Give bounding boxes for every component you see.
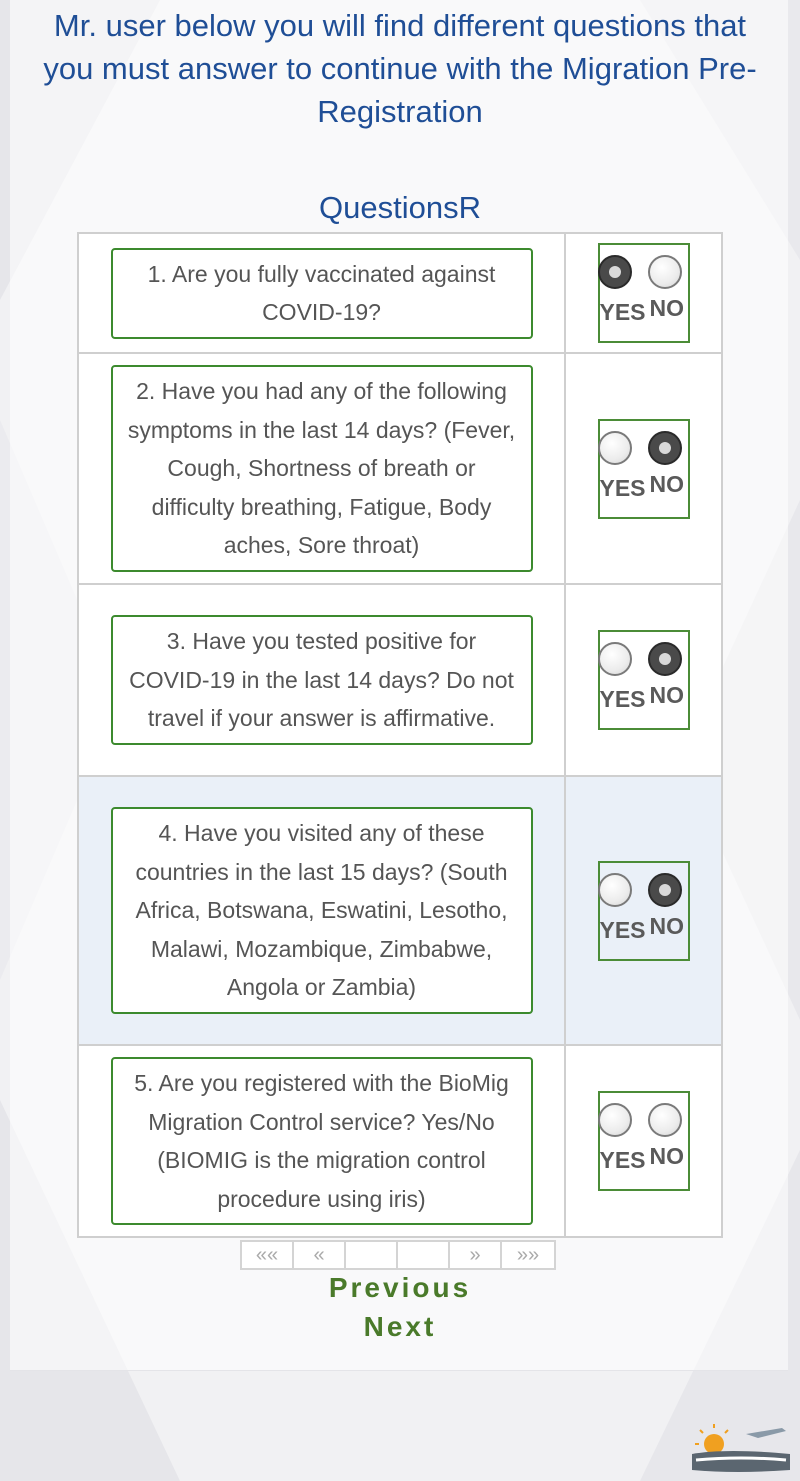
question-row xyxy=(79,585,721,777)
answer-radio-group xyxy=(598,243,690,343)
question-cell xyxy=(79,777,566,1044)
radio-yes[interactable] xyxy=(598,255,632,289)
yes-label: YES xyxy=(599,1147,646,1173)
page-button[interactable] xyxy=(346,1242,398,1268)
page-button[interactable] xyxy=(398,1242,450,1268)
question-cell xyxy=(79,234,566,352)
question-text: 3. Have you tested positive for COVID-19 in the last 14 days? Do not travel if your answer is affirmative. xyxy=(111,615,533,745)
answer-cell xyxy=(566,585,721,775)
question-row xyxy=(79,234,721,354)
yes-label: YES xyxy=(599,299,646,325)
questions-table xyxy=(77,232,723,1238)
radio-yes[interactable] xyxy=(598,642,632,676)
answer-cell xyxy=(566,354,721,583)
question-text: 5. Are you registered with the BioMig Migration Control service? Yes/No (BIOMIG is the migration control procedure using iris) xyxy=(111,1057,533,1225)
radio-no[interactable] xyxy=(648,431,682,465)
page-heading: Mr. user below you will find different questions that you must answer to continue with the Migration Pre-Registration xyxy=(43,8,757,129)
radio-no[interactable] xyxy=(648,255,682,289)
radio-no[interactable] xyxy=(648,873,682,907)
yes-label: YES xyxy=(599,474,646,501)
next-link[interactable]: Next xyxy=(363,1311,437,1342)
question-text: 2. Have you had any of the following symptoms in the last 14 days? (Fever, Cough, Shortness of breath or difficulty breathing, Fatigue, Body aches, Sore throat) xyxy=(111,365,533,572)
last-page-button[interactable]: »» xyxy=(516,1243,540,1266)
radio-yes[interactable] xyxy=(598,1103,632,1137)
radio-no[interactable] xyxy=(648,642,682,676)
question-cell xyxy=(79,585,566,775)
question-row xyxy=(79,354,721,585)
first-page-button[interactable]: «« xyxy=(242,1242,294,1268)
answer-cell xyxy=(566,1046,721,1236)
answer-radio-group xyxy=(598,861,690,961)
yes-label: YES xyxy=(599,916,646,943)
radio-no[interactable] xyxy=(648,1103,682,1137)
answer-cell xyxy=(566,777,721,1044)
radio-yes[interactable] xyxy=(598,873,632,907)
no-label: NO xyxy=(649,912,684,939)
prev-page-button[interactable]: « xyxy=(294,1242,346,1268)
answer-radio-group xyxy=(598,419,690,519)
question-text: 4. Have you visited any of these countries in the last 15 days? (South Africa, Botswana, Eswatini, Lesotho, Malawi, Mozambique, Zimbabwe, Angola or Zambia) xyxy=(111,807,533,1014)
no-label: NO xyxy=(649,1143,684,1169)
question-cell xyxy=(79,1046,566,1236)
pagination xyxy=(240,1240,556,1270)
watermark-logo xyxy=(686,1420,796,1476)
previous-link[interactable]: Previous xyxy=(328,1272,472,1303)
no-label: NO xyxy=(649,682,684,708)
answer-radio-group xyxy=(598,1091,690,1191)
radio-yes[interactable] xyxy=(598,431,632,465)
answer-radio-group xyxy=(598,630,690,730)
next-page-button[interactable]: » xyxy=(450,1242,502,1268)
section-title: QuestionsR xyxy=(319,190,481,225)
answer-cell xyxy=(566,234,721,352)
no-label: NO xyxy=(649,295,684,321)
yes-label: YES xyxy=(599,686,646,712)
no-label: NO xyxy=(649,470,684,497)
question-text: 1. Are you fully vaccinated against COVID-19? xyxy=(111,248,533,339)
question-row xyxy=(79,777,721,1046)
question-row xyxy=(79,1046,721,1236)
question-cell xyxy=(79,354,566,583)
